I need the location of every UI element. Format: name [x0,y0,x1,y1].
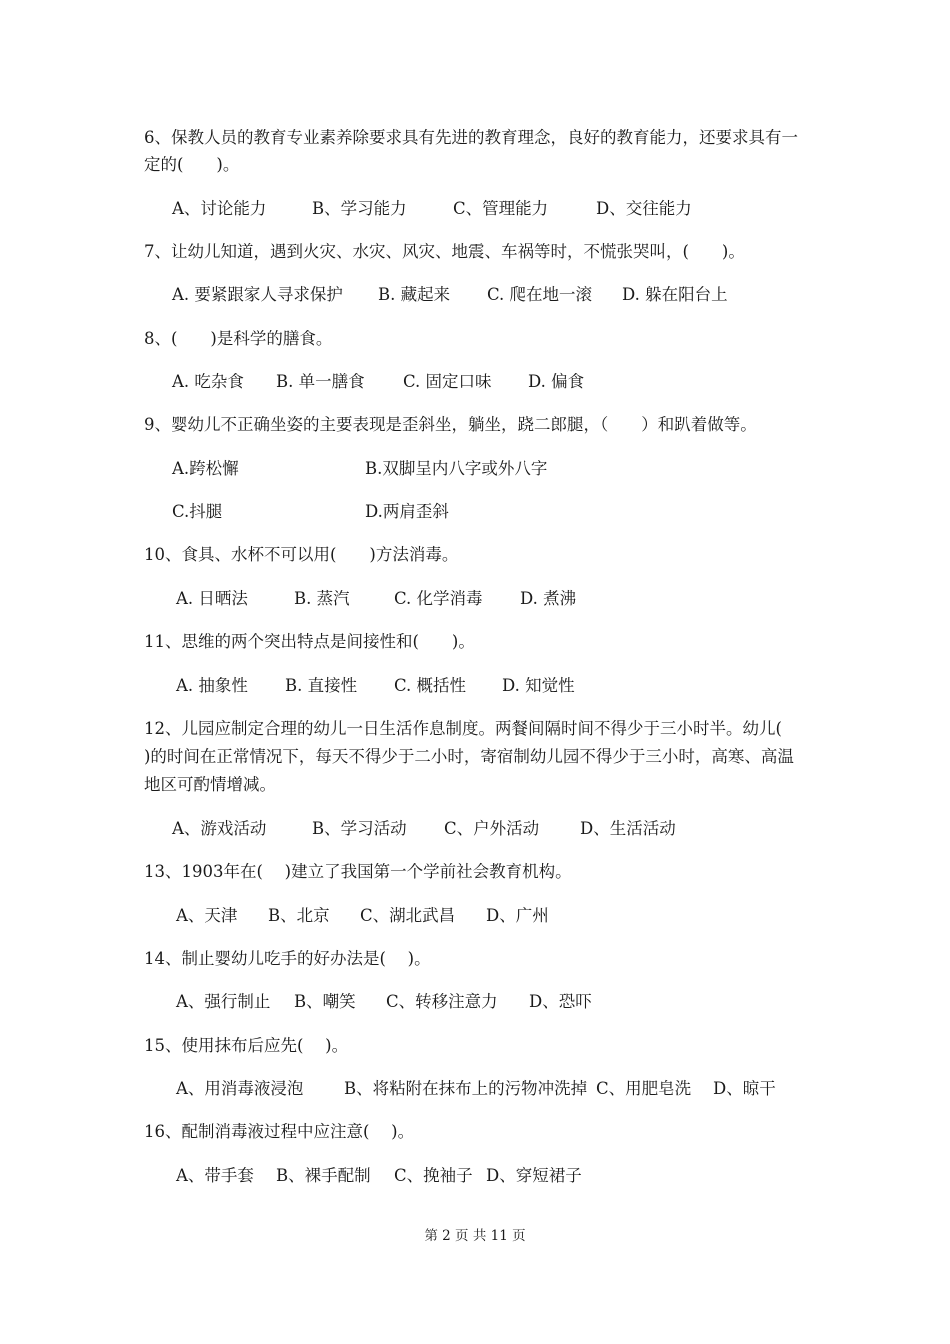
question-15-option-d: D、晾干 [713,1079,776,1098]
question-15-option-a: A、用消毒液浸泡 [176,1079,304,1098]
question-10-stem: 10、食具、水杯不可以用( )方法消毒。 [144,545,459,564]
question-12-option-b: B、学习活动 [312,819,407,838]
question-6-option-a: A、讨论能力 [172,199,267,218]
question-7-option-a: A. 要紧跟家人寻求保护 [172,285,343,304]
question-10-option-d: D. 煮沸 [520,589,577,608]
question-11-stem: 11、思维的两个突出特点是间接性和( )。 [144,632,475,651]
question-14-option-b: B、嘲笑 [294,992,356,1011]
question-16-option-d: D、穿短裙子 [486,1166,582,1185]
question-9-option-d: D.两肩歪斜 [365,502,449,521]
question-6-option-c: C、管理能力 [453,199,549,218]
question-15-option-c: C、用肥皂洗 [596,1079,692,1098]
question-16-option-b: B、裸手配制 [276,1166,371,1185]
question-13-option-a: A、天津 [176,906,238,925]
question-12-option-d: D、生活活动 [580,819,676,838]
question-11-option-b: B. 直接性 [285,676,358,695]
question-13-option-b: B、北京 [268,906,330,925]
question-12-option-a: A、游戏活动 [172,819,267,838]
question-6-option-d: D、交往能力 [596,199,692,218]
question-10-option-b: B. 蒸汽 [294,589,350,608]
question-11-option-c: C. 概括性 [394,676,467,695]
question-15-option-b: B、将粘附在抹布上的污物冲洗掉 [344,1079,588,1098]
question-6-stem-line-2: 定的( )。 [144,155,240,174]
question-7-option-d: D. 躲在阳台上 [622,285,728,304]
question-13-stem: 13、1903年在( )建立了我国第一个学前社会教育机构。 [144,862,572,881]
question-12-stem-line-3: 地区可酌情增减。 [144,775,276,794]
question-9-option-a: A.跨松懈 [172,459,239,478]
question-7-option-c: C. 爬在地一滚 [487,285,593,304]
question-8-option-c: C. 固定口味 [403,372,492,391]
question-8-option-a: A. 吃杂食 [172,372,244,391]
question-8-stem: 8、( )是科学的膳食。 [144,329,333,348]
question-12-stem-line-2: )的时间在正常情况下，每天不得少于二小时，寄宿制幼儿园不得少于三小时，高寒、高温 [144,747,794,766]
page-number-footer: 第 2 页 共 11 页 [424,1228,526,1244]
question-13-option-d: D、广州 [486,906,549,925]
question-11-option-a: A. 抽象性 [176,676,248,695]
question-8-option-d: D. 偏食 [528,372,585,391]
question-14-stem: 14、制止婴幼儿吃手的好办法是( )。 [144,949,431,968]
question-16-option-c: C、挽袖子 [394,1166,473,1185]
question-14-option-d: D、恐吓 [529,992,592,1011]
question-15-stem: 15、使用抹布后应先( )。 [144,1036,349,1055]
question-12-stem-line-1: 12、儿园应制定合理的幼儿一日生活作息制度。两餐间隔时间不得少于三小时半。幼儿( [144,719,782,738]
question-14-option-a: A、强行制止 [176,992,271,1011]
question-7-stem: 7、让幼儿知道，遇到火灾、水灾、风灾、地震、车祸等时，不慌张哭叫，( )。 [144,242,745,261]
question-14-option-c: C、转移注意力 [386,992,498,1011]
question-12-option-c: C、户外活动 [444,819,540,838]
question-16-option-a: A、带手套 [176,1166,254,1185]
question-9-stem: 9、婴幼儿不正确坐姿的主要表现是歪斜坐，躺坐，跷二郎腿，（ ）和趴着做等。 [144,415,757,434]
question-6-option-b: B、学习能力 [312,199,407,218]
question-11-option-d: D. 知觉性 [502,676,575,695]
question-10-option-c: C. 化学消毒 [394,589,483,608]
question-10-option-a: A. 日晒法 [176,589,248,608]
question-13-option-c: C、湖北武昌 [360,906,456,925]
question-6-stem-line-1: 6、保教人员的教育专业素养除要求具有先进的教育理念，良好的教育能力，还要求具有一 [144,128,798,147]
question-16-stem: 16、配制消毒液过程中应注意( )。 [144,1122,415,1141]
question-9-option-c: C.抖腿 [172,502,223,521]
question-9-option-b: B.双脚呈内八字或外八字 [365,459,548,478]
question-8-option-b: B. 单一膳食 [276,372,365,391]
question-7-option-b: B. 藏起来 [378,285,451,304]
